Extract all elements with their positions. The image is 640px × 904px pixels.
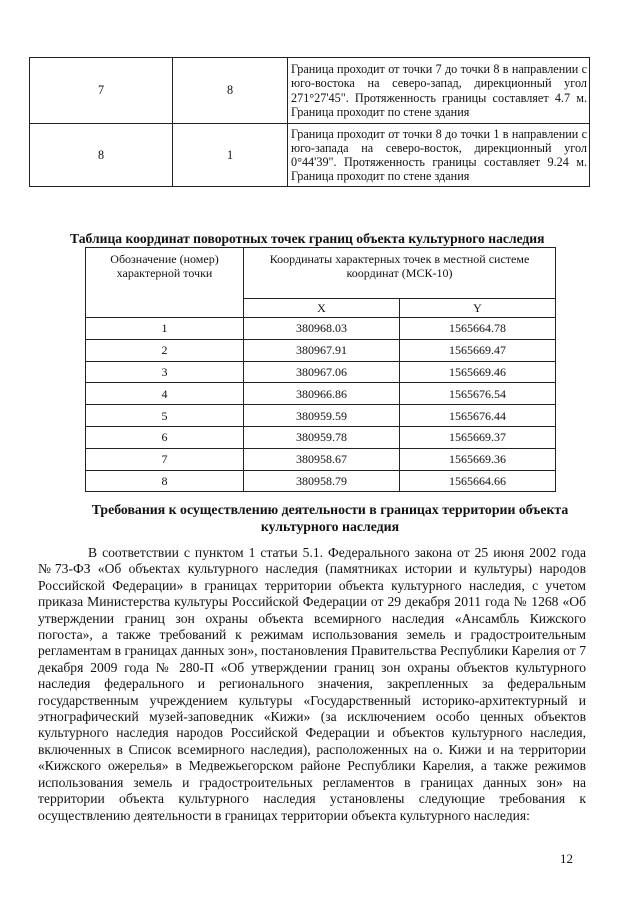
coordinates-table <box>85 247 556 492</box>
y-column-header: Y <box>400 299 556 318</box>
x-coordinate-cell: 380958.79 <box>244 470 400 492</box>
point-number-cell: 2 <box>86 339 244 361</box>
x-column-header: X <box>244 299 400 318</box>
y-coordinate-cell: 1565676.44 <box>400 405 556 427</box>
to-point-cell: 8 <box>173 58 288 124</box>
point-number-header: Обозначение (номер) характерной точки <box>86 248 244 318</box>
from-point-cell: 7 <box>30 58 173 124</box>
requirements-heading: Требования к осуществлению деятельности в границах территории объекта культурного наследия <box>91 502 569 534</box>
x-coordinate-cell: 380958.67 <box>244 448 400 470</box>
point-number-cell: 6 <box>86 426 244 448</box>
table-row <box>86 448 556 470</box>
table-header-row <box>86 248 556 299</box>
boundary-description-cell: Граница проходит от точки 7 до точки 8 в направлении с юго-востока на северо-запад, дирекционный угол 271°27'45". Протяженность границы составляет 4.7 м. Граница проходит по стене здания <box>288 58 590 124</box>
y-coordinate-cell: 1565669.46 <box>400 361 556 383</box>
table-row <box>30 124 590 187</box>
table-row <box>86 361 556 383</box>
from-point-cell: 8 <box>30 124 173 187</box>
x-coordinate-cell: 380967.91 <box>244 339 400 361</box>
x-coordinate-cell: 380966.86 <box>244 383 400 405</box>
boundary-description-cell: Граница проходит от точки 8 до точки 1 в направлении с юго-запада на северо-восток, дирекционный угол 0°44'39". Протяженность границы составляет 9.24 м. Граница проходит по стене здания <box>288 124 590 187</box>
point-number-cell: 5 <box>86 405 244 427</box>
coordinates-header: Координаты характерных точек в местной системе координат (МСК-10) <box>244 248 556 299</box>
table-row <box>30 58 590 124</box>
point-number-cell: 8 <box>86 470 244 492</box>
table-row <box>86 383 556 405</box>
y-coordinate-cell: 1565669.47 <box>400 339 556 361</box>
y-coordinate-cell: 1565669.36 <box>400 448 556 470</box>
table-row <box>86 405 556 427</box>
page-number: 12 <box>560 851 573 866</box>
coords-table-caption: Таблица координат поворотных точек границ объекта культурного наследия <box>70 231 545 246</box>
x-coordinate-cell: 380959.59 <box>244 405 400 427</box>
point-number-cell: 7 <box>86 448 244 470</box>
x-coordinate-cell: 380967.06 <box>244 361 400 383</box>
point-number-cell: 4 <box>86 383 244 405</box>
y-coordinate-cell: 1565664.66 <box>400 470 556 492</box>
y-coordinate-cell: 1565676.54 <box>400 383 556 405</box>
point-number-cell: 3 <box>86 361 244 383</box>
boundary-description-table <box>29 57 590 187</box>
to-point-cell: 1 <box>173 124 288 187</box>
x-coordinate-cell: 380959.78 <box>244 426 400 448</box>
requirements-paragraph: В соответствии с пунктом 1 статьи 5.1. Федерального закона от 25 июня 2002 года №73-ФЗ «Об объектах культурного наследия (памятниках истории и культуры) народов Российской Федерации» в границах территории объекта культурного наследия, с учетом приказа Министерства культуры Российской Федерации от 29 декабря 2011 года № 1268 «Об утверждении границ зон охраны объекта всемирного наследия «Ансамбль Кижского погоста», а также требований к режимам использования земель и градостроительным регламентам в границах данных зон», постановления Правительства Республики Карелия от 7 декабря 2009 года № 280-П «Об утверждении границ зон охраны объектов культурного наследия федерального и регионального значения, закрепленных за федеральным государственным учреждением культуры «Государственный историко-архитектурный и этнографический музей-заповедник «Кижи» (за исключением особо ценных объектов культурного наследия народов Российской Федерации и объектов культурного наследия, включенных в Список всемирного наследия), расположенных на о. Кижи и на территории «Кижского ожерелья» в Медвежьегорском районе Республики Карелия, а также режимов использования земель и градостроительных регламентов в границах данных зон» на территории объекта культурного наследия установлены следующие требования к осуществлению деятельности в границах территории объекта культурного наследия: <box>38 545 586 823</box>
table-row <box>86 426 556 448</box>
y-coordinate-cell: 1565669.37 <box>400 426 556 448</box>
x-coordinate-cell: 380968.03 <box>244 318 400 340</box>
point-number-cell: 1 <box>86 318 244 340</box>
table-row <box>86 470 556 492</box>
table-row <box>86 339 556 361</box>
table-row <box>86 318 556 340</box>
y-coordinate-cell: 1565664.78 <box>400 318 556 340</box>
